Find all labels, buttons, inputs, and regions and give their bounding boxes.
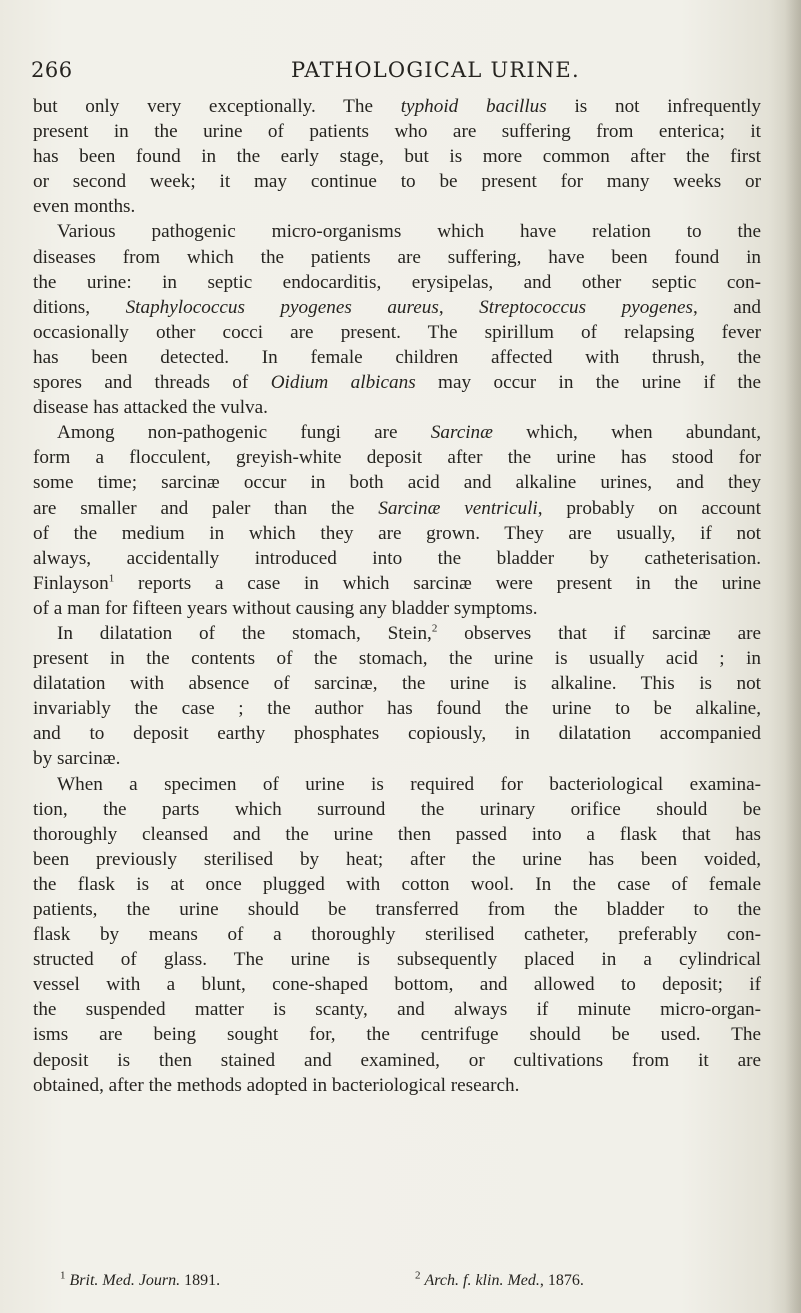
text-run: occasionally other cocci are present. The spirillum of relapsing fever xyxy=(33,321,761,343)
text-line xyxy=(33,546,761,571)
text-run: may occur in the urine if the xyxy=(415,372,761,394)
text-line xyxy=(33,922,761,947)
page-number: 266 xyxy=(31,58,73,82)
text-run: thoroughly cleansed and the urine then passed into a flask that has xyxy=(33,823,761,845)
text-line xyxy=(33,571,761,596)
italic-term: typhoid bacillus xyxy=(400,96,547,117)
text-line xyxy=(33,94,761,119)
paragraph xyxy=(33,621,761,772)
text-run: been previously sterilised by heat; after the urine has been voided, xyxy=(33,848,761,870)
text-run: which, when abundant, xyxy=(492,422,761,444)
text-run: flask by means of a thoroughly sterilised catheter, preferably con- xyxy=(33,924,761,946)
text-line xyxy=(33,997,761,1022)
text-run: diseases from which the patients are suffering, have been found in xyxy=(33,246,761,268)
text-run: , probably on account xyxy=(537,497,761,519)
text-line xyxy=(33,496,761,521)
text-line xyxy=(33,370,761,395)
text-run: are smaller and paler than the xyxy=(33,497,379,519)
text-line xyxy=(33,270,761,295)
paragraph xyxy=(33,94,761,219)
text-run: , xyxy=(438,296,480,318)
text-line xyxy=(33,320,761,345)
text-run: isms are being sought for, the centrifuge should be used. The xyxy=(33,1024,761,1046)
text-line xyxy=(33,746,761,771)
text-run: vessel with a blunt, cone-shaped bottom, and allowed to deposit; if xyxy=(33,974,761,996)
text-run: disease has attacked the vulva. xyxy=(33,397,268,419)
text-run: 1891. xyxy=(180,1272,221,1289)
footnotes xyxy=(60,1269,760,1298)
text-run: Among non-pathogenic fungi are xyxy=(57,422,431,444)
text-run: ditions, xyxy=(33,296,126,318)
text-run: of a man for fifteen years without causing any bladder symptoms. xyxy=(33,597,538,619)
text-line xyxy=(33,119,761,144)
text-run: of the medium in which they are grown. They are usually, if not xyxy=(33,522,761,544)
body-text xyxy=(33,94,761,1098)
footnote xyxy=(415,1269,584,1290)
text-run: present in the urine of patients who are suffering from enterica; it xyxy=(33,121,761,143)
text-line xyxy=(33,897,761,922)
text-line xyxy=(33,470,761,495)
text-line xyxy=(33,822,761,847)
text-line xyxy=(33,797,761,822)
italic-term: Sarcinæ ventriculi xyxy=(378,497,538,519)
footnote-number: 1 xyxy=(60,1269,66,1282)
italic-term: Sarcinæ xyxy=(430,422,493,444)
footnote-marker: 2 xyxy=(431,622,438,635)
text-line xyxy=(33,621,761,646)
text-line xyxy=(33,947,761,972)
text-run: Finlayson xyxy=(33,572,109,594)
text-line xyxy=(33,1022,761,1047)
text-line xyxy=(33,646,761,671)
text-line xyxy=(33,445,761,470)
footnote xyxy=(60,1269,221,1290)
text-run: always, accidentally introduced into the bladder by catheterisation. xyxy=(33,547,761,569)
text-line xyxy=(33,420,761,445)
text-run: reports a case in which sarcinæ were present in the urine xyxy=(114,572,761,594)
text-run: , 1876. xyxy=(539,1272,584,1289)
text-run: by sarcinæ. xyxy=(33,748,121,770)
text-run: the urine: in septic endocarditis, erysipelas, and other septic con- xyxy=(33,271,761,293)
text-run: tion, the parts which surround the urinary orifice should be xyxy=(33,798,761,820)
text-run: dilatation with absence of sarcinæ, the urine is alkaline. This is not xyxy=(33,673,761,695)
text-line xyxy=(33,596,761,621)
text-run: has been found in the early stage, but is more common after the first xyxy=(33,146,761,168)
text-run: and to deposit earthy phosphates copiously, in dilatation accompanied xyxy=(33,723,761,745)
text-run: present in the contents of the stomach, the urine is usually acid ; in xyxy=(33,648,761,670)
running-head: PATHOLOGICAL URINE. xyxy=(291,58,580,82)
text-line xyxy=(33,144,761,169)
text-line xyxy=(33,1073,761,1098)
italic-term: Brit. Med. Journ. xyxy=(69,1272,181,1289)
italic-term: Arch. f. klin. Med. xyxy=(424,1272,540,1289)
text-line xyxy=(33,521,761,546)
paragraph xyxy=(33,772,761,1098)
text-run: form a flocculent, greyish-white deposit after the urine has stood for xyxy=(33,447,761,469)
text-run: observes that if sarcinæ are xyxy=(437,622,761,644)
text-line xyxy=(33,395,761,420)
paragraph xyxy=(33,420,761,621)
text-run: When a specimen of urine is required for bacteriological examina- xyxy=(57,773,761,795)
text-run: or second week; it may continue to be present for many weeks or xyxy=(33,171,761,193)
text-run: the flask is at once plugged with cotton wool. In the case of female xyxy=(33,873,761,895)
italic-term: Oidium albicans xyxy=(270,372,416,394)
text-line xyxy=(33,972,761,997)
text-run: structed of glass. The urine is subsequently placed in a cylindrical xyxy=(33,949,761,971)
footnote-number: 2 xyxy=(415,1269,421,1282)
text-run: some time; sarcinæ occur in both acid and alkaline urines, and they xyxy=(33,472,761,494)
text-run: Various pathogenic micro-organisms which have relation to the xyxy=(57,221,761,243)
footnote-marker: 1 xyxy=(108,572,115,585)
text-run: In dilatation of the stomach, Stein, xyxy=(57,622,432,644)
page-header xyxy=(31,50,761,90)
text-line xyxy=(33,671,761,696)
text-line xyxy=(33,696,761,721)
paragraph xyxy=(33,219,761,420)
italic-term: Streptococcus pyogenes xyxy=(479,296,693,318)
text-run: is not infrequently xyxy=(546,96,761,117)
text-line xyxy=(33,194,761,219)
text-run: patients, the urine should be transferred from the bladder to the xyxy=(33,899,761,920)
italic-term: Staphylococcus pyogenes aureus xyxy=(125,296,439,318)
text-run: obtained, after the methods adopted in bacteriological research. xyxy=(33,1074,520,1096)
text-line xyxy=(33,847,761,872)
text-run: even months. xyxy=(33,196,136,218)
text-line xyxy=(33,1048,761,1073)
text-run: but only very exceptionally. The xyxy=(33,96,401,117)
text-line xyxy=(33,872,761,897)
text-run: the suspended matter is scanty, and always if minute micro-organ- xyxy=(33,999,761,1021)
text-line xyxy=(33,721,761,746)
text-line xyxy=(33,219,761,244)
text-line xyxy=(33,295,761,320)
text-run: , and xyxy=(693,296,762,318)
text-line xyxy=(33,772,761,797)
text-run: invariably the case ; the author has found the urine to be alkaline, xyxy=(33,698,761,720)
page-edge-shadow xyxy=(785,0,801,1313)
text-line xyxy=(33,169,761,194)
text-line xyxy=(33,345,761,370)
text-run: deposit is then stained and examined, or cultivations from it are xyxy=(33,1049,761,1071)
text-run: spores and threads of xyxy=(33,372,271,394)
text-line xyxy=(33,245,761,270)
text-run: has been detected. In female children affected with thrush, the xyxy=(33,346,761,368)
